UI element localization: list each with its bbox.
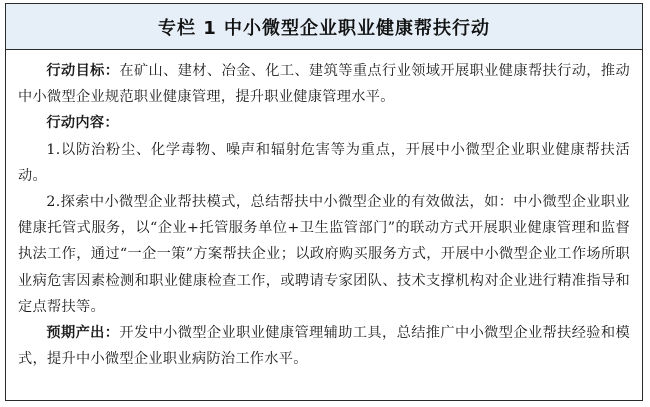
- output-label: 预期产出：: [46, 325, 120, 342]
- column-content: [6, 50, 642, 372]
- goal-text: 在矿山、建材、冶金、化工、建筑等重点行业领域开展职业健康帮扶行动，推动中小微型企业规范职业健康管理，提升职业健康管理水平。: [18, 63, 630, 106]
- output-paragraph: [18, 320, 630, 372]
- content-item-2: 2.探索中小微型企业帮扶模式，总结帮扶中小微型企业的有效做法，如：中小微型企业职业健康托管式服务，以“企业+托管服务单位+卫生监管部门”的联动方式开展职业健康管理和监督执法工作，通过“一企一策”方案帮扶企业；以政府购买服务方式，开展中小微型企业工作场所职业病危害因素检测和职业健康检查工作，或聘请专家团队、技术支撑机构对企业进行精准指导和定点帮扶等。: [18, 194, 630, 315]
- content-item-1: 1.以防治粉尘、化学毒物、噪声和辐射危害等为重点，开展中小微型企业职业健康帮扶活动。: [18, 141, 630, 184]
- title-bar: [6, 4, 642, 50]
- output-text: 开发中小微型企业职业健康管理辅助工具，总结推广中小微型企业帮扶经验和模式，提升中小微型企业职业病防治工作水平。: [18, 325, 630, 368]
- goal-paragraph: [18, 58, 630, 110]
- content-label: 行动内容：: [46, 115, 119, 132]
- goal-label: 行动目标：: [46, 63, 120, 79]
- column-box: [5, 3, 643, 401]
- content-heading: [18, 110, 630, 136]
- column-title: 专栏 1 中小微型企业职业健康帮扶行动: [157, 17, 491, 39]
